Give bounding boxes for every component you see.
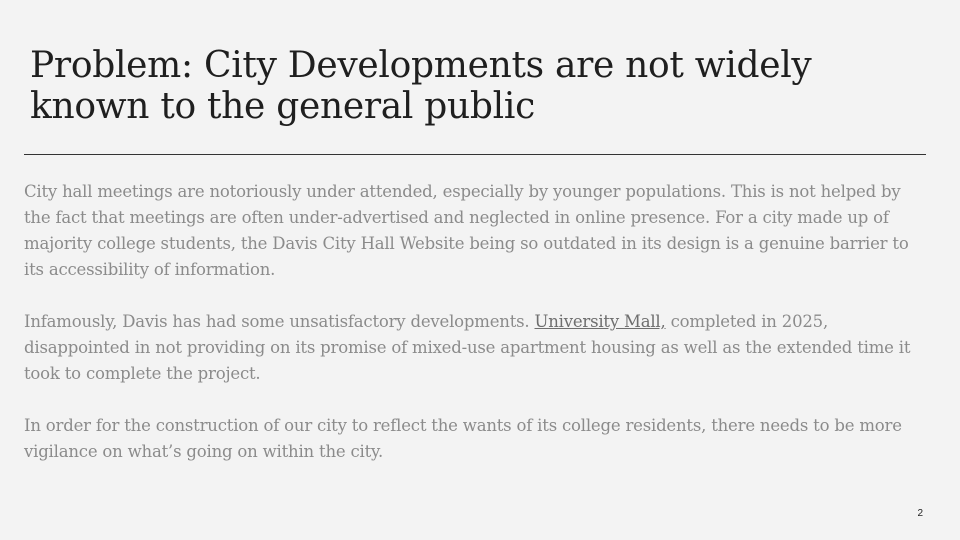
paragraph-2-intro: Infamously, Davis has had some unsatisfactory developments. — [24, 312, 535, 331]
body-paragraph-1: City hall meetings are notoriously under attended, especially by younger populations. This is not helped by the fact that meetings are often under-advertised and neglected in online presence. For a city made up of majority college students, the Davis City Hall Website being so outdated in its design is a genuine barrier to its accessibility of information. — [24, 182, 909, 279]
slide-body — [24, 179, 929, 465]
title-divider — [24, 154, 926, 155]
slide-title: Problem: City Developments are not widely known to the general public — [30, 45, 812, 127]
university-mall-link[interactable]: University Mall, — [534, 312, 666, 331]
body-paragraph-2 — [24, 309, 929, 387]
paragraph-2-rest: completed in 2025, disappointed in not providing on its promise of mixed-use apartment housing as well as the extended time it took to complete the project. — [24, 312, 911, 383]
body-paragraph-3: In order for the construction of our city to reflect the wants of its college residents, there needs to be more vigilance on what’s going on within the city. — [24, 416, 902, 461]
page-number: 2 — [917, 508, 923, 519]
